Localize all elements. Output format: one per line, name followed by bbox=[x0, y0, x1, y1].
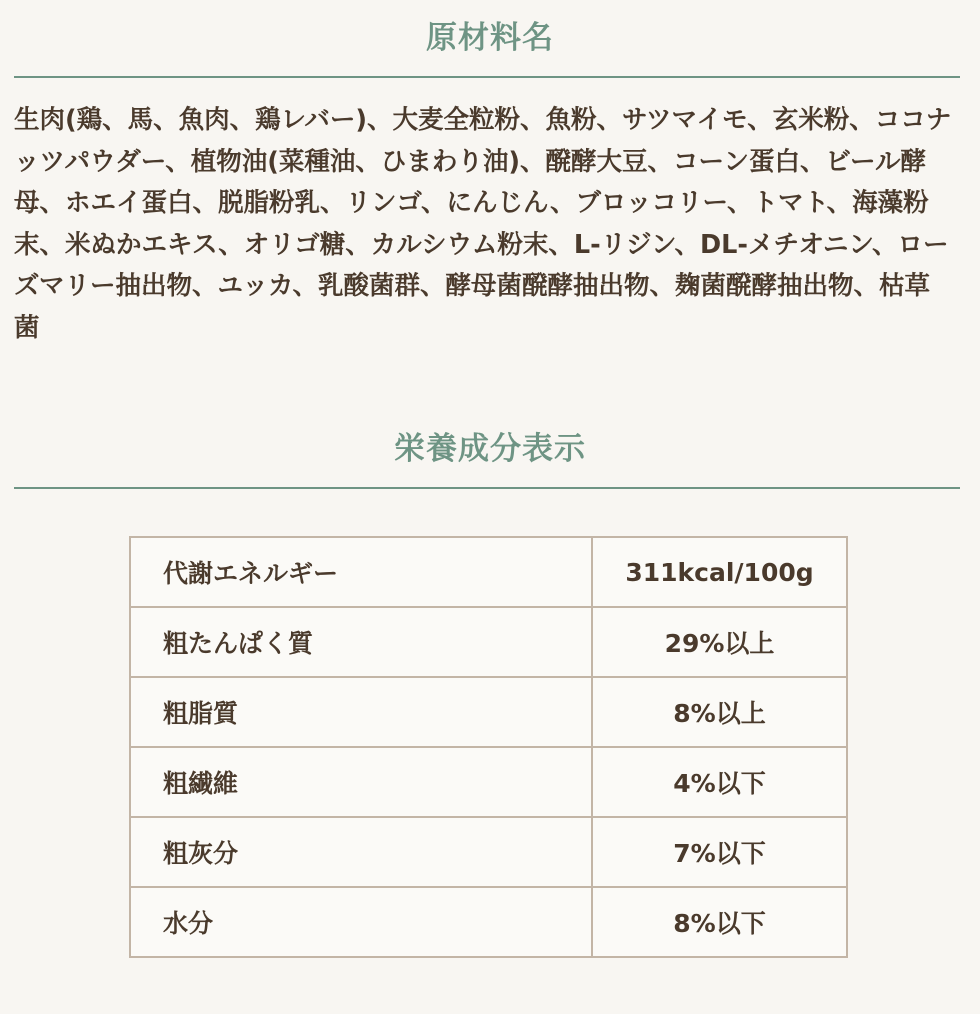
nutrient-value-metabolic-energy: 311kcal/100g bbox=[592, 537, 847, 607]
nutrient-name-crude-protein: 粗たんぱく質 bbox=[130, 607, 592, 677]
table-row bbox=[130, 607, 847, 677]
nutrition-divider bbox=[14, 487, 960, 489]
nutrition-table bbox=[129, 536, 848, 958]
ingredients-title: 原材料名 bbox=[426, 20, 554, 56]
nutrient-value-crude-fat: 8%以上 bbox=[592, 677, 847, 747]
table-row bbox=[130, 817, 847, 887]
nutrient-value-crude-ash: 7%以下 bbox=[592, 817, 847, 887]
nutrient-name-moisture: 水分 bbox=[130, 887, 592, 957]
table-row bbox=[130, 887, 847, 957]
table-row bbox=[130, 747, 847, 817]
ingredients-text: 生肉(鶏、馬、魚肉、鶏レバー)、大麦全粒粉、魚粉、サツマイモ、玄米粉、ココナッツパウダー、植物油(菜種油、ひまわり油)、醗酵大豆、コーン蛋白、ビール酵母、ホエイ蛋白、脱脂粉乳、リンゴ、にんじん、ブロッコリー、トマト、海藻粉末、米ぬかエキス、オリゴ糖、カルシウム粉末、L-リジン、DL-メチオニン、ローズマリー抽出物、ユッカ、乳酸菌群、酵母菌醗酵抽出物、麹菌醗酵抽出物、枯草菌 bbox=[14, 105, 952, 343]
nutrient-name-crude-ash: 粗灰分 bbox=[130, 817, 592, 887]
nutrition-title: 栄養成分表示 bbox=[394, 431, 586, 467]
nutrient-value-crude-fiber: 4%以下 bbox=[592, 747, 847, 817]
nutrient-name-crude-fat: 粗脂質 bbox=[130, 677, 592, 747]
nutrient-value-crude-protein: 29%以上 bbox=[592, 607, 847, 677]
nutrient-value-moisture: 8%以下 bbox=[592, 887, 847, 957]
table-row bbox=[130, 677, 847, 747]
ingredients-divider bbox=[14, 76, 960, 78]
table-row bbox=[130, 537, 847, 607]
nutrient-name-metabolic-energy: 代謝エネルギー bbox=[130, 537, 592, 607]
nutrient-name-crude-fiber: 粗繊維 bbox=[130, 747, 592, 817]
